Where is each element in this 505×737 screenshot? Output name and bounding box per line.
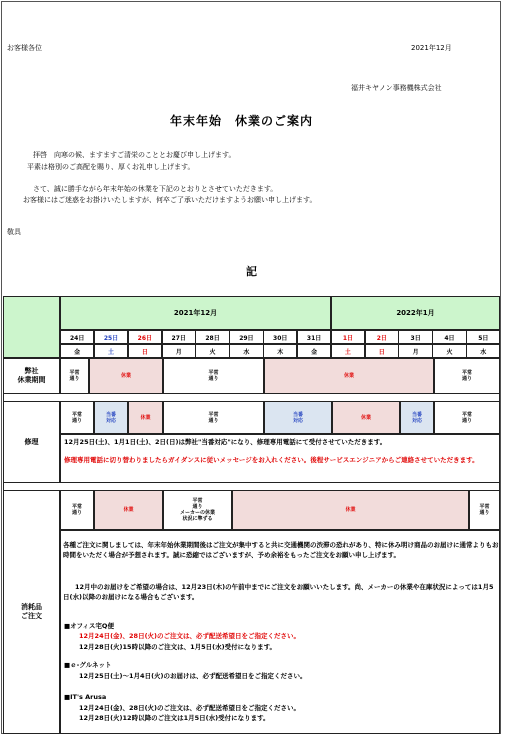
day-cell: 26日: [128, 330, 162, 344]
duty-cell: 当番 対応: [400, 401, 434, 434]
weekday-cell: 日: [365, 344, 399, 358]
e-gurunet-line-1: 12月25日(土)～1月4日(火)のお届けは、必ず配送希望日をご指定ください。: [79, 672, 307, 680]
weekday-cell: 月: [398, 344, 432, 358]
day-cell: 29日: [229, 330, 263, 344]
normal-cell: 平常 通り: [60, 490, 94, 530]
month-header-jan: 2022年1月: [331, 296, 500, 330]
weekday-cell: 木: [263, 344, 297, 358]
issue-date: 2021年12月: [411, 44, 452, 52]
closed-cell: 休業: [128, 401, 163, 434]
weekday-cell: 土: [331, 344, 365, 358]
closed-cell: 休業: [94, 490, 163, 530]
weekday-cell: 月: [162, 344, 196, 358]
weekday-cell: 日: [128, 344, 162, 358]
closed-cell: 休業: [332, 401, 400, 434]
order-label: 消耗品 ご注文: [3, 490, 60, 734]
duty-cell: 当番 対応: [264, 401, 332, 434]
greeting-line-2: 平素は格別のご高配を賜り、厚くお礼申し上げます。: [27, 163, 195, 171]
page-title: 年末年始 休業のご案内: [170, 114, 314, 128]
repair-note-2: 修理専用電話に切り替わりましたらガイダンスに従いメッセージをお入れください。後程サービスエンジニアからご連絡させていただきます。: [64, 456, 479, 464]
repair-label: 修理: [3, 401, 60, 483]
closed-cell: 休業: [232, 490, 469, 530]
ki-heading: 記: [246, 265, 257, 278]
recipient: お客様各位: [7, 44, 42, 52]
normal-cell: 平常 通り: [60, 358, 89, 394]
normal-cell: 平常 通り: [434, 358, 500, 394]
notice-line-1: さて、誠に勝手ながら年末年始の休業を下記のとおりとさせていただきます。: [33, 185, 278, 193]
weekday-cell: 土: [94, 344, 128, 358]
holiday-period-label: 弊社 休業期間: [3, 358, 60, 394]
normal-cell: 平常 通り: [434, 401, 500, 434]
weekday-cell: 金: [60, 344, 94, 358]
its-arusa-line-1: 12月24日(金)、28日(火)のご注文は、必ず配送希望日をご指定ください。: [79, 704, 301, 712]
office-q-line-2: 12月28日(火)15時以降のご注文は、1月5日(水)受付になります。: [79, 643, 277, 651]
company-name: 福井キヤノン事務機株式会社: [351, 84, 442, 92]
normal-cell: 平常 通り: [60, 401, 94, 434]
day-cell: 24日: [60, 330, 94, 344]
day-cell: 3日: [398, 330, 432, 344]
normal-cell: 平常 通り: [163, 358, 264, 394]
order-normal-cell: 平常 通り メーカーの休業 状況に準ずる: [163, 490, 232, 530]
order-note-paragraph-1: 各種ご注文に関しましては、年末年始休業期間後はご注文が集中すると共に交通機関の渋滞の恐れがあり、特に休み明け商品のお届けに通常よりもお時間をいただく場合が予想されます。誠に恐縮ではございますが、予め余裕をもったご注文をお願い申し上げます。: [63, 541, 499, 559]
office-q-line-1: 12月24日(金)、28日(火)のご注文は、必ず配送希望日をご指定ください。: [79, 632, 301, 640]
weekday-cell: 火: [432, 344, 466, 358]
day-cell: 2日: [365, 330, 399, 344]
day-cell: 25日: [94, 330, 128, 344]
day-cell: 27日: [162, 330, 196, 344]
repair-note-1: 12月25日(土)、1月1日(土)、2日(日)は弊社"当番対応"になり、修理専用電話にて受付させていただきます。: [64, 438, 387, 446]
day-cell: 31日: [297, 330, 331, 344]
day-cell: 1日: [331, 330, 365, 344]
section-office-q: ■オフィス宅Q便: [64, 622, 114, 630]
spacer-row: [3, 483, 500, 490]
section-its-arusa: ■IT's Arusa: [64, 693, 107, 701]
weekday-cell: 水: [466, 344, 500, 358]
weekday-cell: 水: [229, 344, 263, 358]
normal-cell: 平常 通り: [163, 401, 264, 434]
day-cell: 5日: [466, 330, 500, 344]
notice-line-2: お客様にはご迷惑をお掛けいたしますが、何卒ご了承いただけますようお願い申し上げます。: [23, 196, 317, 204]
corner-cell: [3, 296, 60, 358]
duty-cell: 当番 対応: [94, 401, 128, 434]
normal-cell: 平常 通り: [469, 490, 500, 530]
closed-cell: 休業: [264, 358, 434, 394]
greeting-line-1: 拝啓 向寒の候、ますますご清栄のこととお慶び申し上げます。: [33, 151, 236, 159]
month-header-dec: 2021年12月: [60, 296, 331, 330]
day-cell: 30日: [263, 330, 297, 344]
closing: 敬具: [7, 228, 21, 236]
section-e-gurunet: ■ｅ-グルネット: [64, 661, 112, 669]
weekday-cell: 火: [195, 344, 229, 358]
day-cell: 4日: [432, 330, 466, 344]
its-arusa-line-2: 12月28日(火)12時以降のご注文は1月5日(水)受付になります。: [79, 714, 270, 722]
day-cell: 28日: [195, 330, 229, 344]
spacer-row: [3, 394, 500, 401]
weekday-cell: 金: [297, 344, 331, 358]
closed-cell: 休業: [89, 358, 163, 394]
order-note-paragraph-2: 12月中のお届けをご希望の場合は、12月23日(木)の午前中までにご注文をお願いいたします。尚、メーカーの休業や在庫状況によっては1月5日(水)以降のお届けになる場合もございます。: [63, 583, 494, 601]
